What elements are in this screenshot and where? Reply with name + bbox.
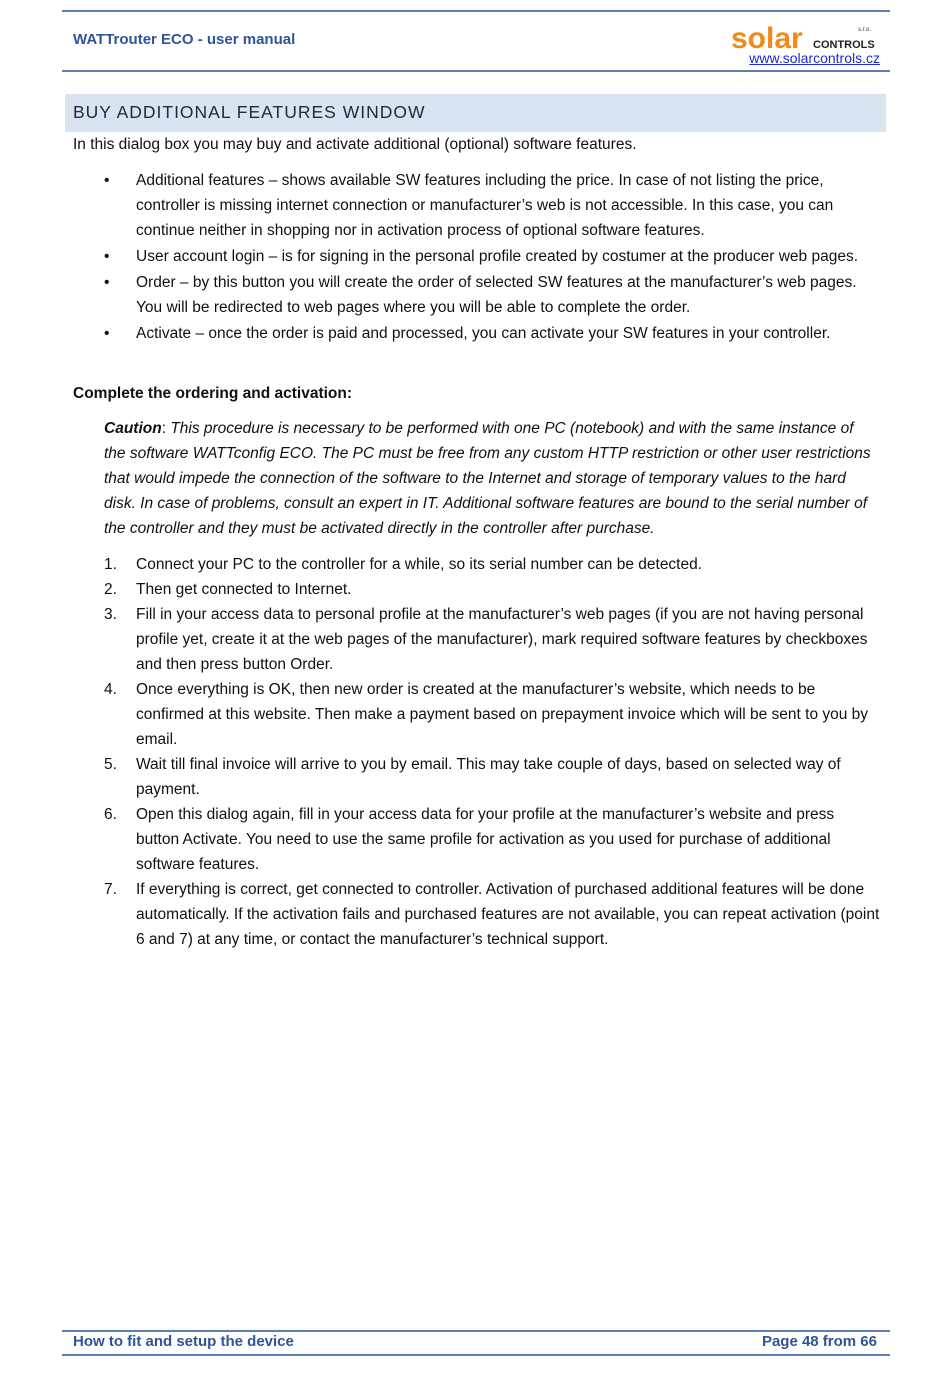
logo-controls: CONTROLS [813, 39, 875, 51]
caution-text: This procedure is necessary to be performed with one PC (notebook) and with the same instance of the software WATTconfig ECO. The PC must be free from any custom HTTP restriction or other user restrictions that would impede the connection of the software to the Internet and storage of temporary values to the hard disk. In case of problems, consult an expert in IT. Additional software features are bound to the serial number of the controller and they must be activated directly in the controller after purchase. [104, 420, 871, 537]
bullet-icon: • [104, 274, 110, 291]
list-item [100, 552, 880, 577]
step-text: Once everything is OK, then new order is created at the manufacturer’s website, which needs to be confirmed at this website. Then make a payment based on prepayment invoice which will be sent to you by email. [136, 681, 869, 748]
step-number: 4. [104, 681, 117, 698]
footer-chapter: How to fit and setup the device [73, 1333, 294, 1350]
bullet-text: Order – by this button you will create the order of selected SW features at the manufacturer’s web pages. You will be redirected to web pages where you will be able to complete the order. [136, 274, 857, 316]
step-number: 5. [104, 756, 117, 773]
step-number: 7. [104, 881, 117, 898]
caution-colon: : [161, 420, 166, 437]
bullet-icon: • [104, 248, 110, 265]
subheading: Complete the ordering and activation: [73, 385, 353, 402]
steps-list [100, 552, 880, 952]
website-link[interactable]: www.solarcontrols.cz [749, 50, 880, 66]
bullet-text: Additional features – shows available SW features including the price. In case of not listing the price, controller is missing internet connection or manufacturer’s web is not accessible. In this case, you can continue neither in shopping nor in activation process of optional software features. [136, 172, 834, 239]
intro-paragraph: In this dialog box you may buy and activate additional (optional) software features. [73, 136, 637, 153]
list-item [100, 321, 880, 346]
bullet-text: Activate – once the order is paid and processed, you can activate your SW features in your controller. [136, 325, 831, 342]
step-text: If everything is correct, get connected to controller. Activation of purchased additional features will be done automatically. If the activation fails and purchased features are not available, you can repeat activation (point 6 and 7) at any time, or contact the manufacturer’s technical support. [136, 881, 880, 948]
step-number: 1. [104, 556, 117, 573]
bullet-text: User account login – is for signing in the personal profile created by costumer at the producer web pages. [136, 248, 859, 265]
list-item [100, 877, 880, 952]
logo-sro: s.r.o. [858, 27, 872, 33]
bullet-icon: • [104, 172, 110, 189]
footer-top-rule [62, 1330, 890, 1332]
step-text: Wait till final invoice will arrive to you by email. This may take couple of days, based on selected way of payment. [136, 756, 841, 798]
list-item [100, 244, 880, 269]
document-title: WATTrouter ECO - user manual [73, 31, 296, 48]
step-number: 6. [104, 806, 117, 823]
step-text: Connect your PC to the controller for a while, so its serial number can be detected. [136, 556, 703, 573]
list-item [100, 677, 880, 752]
step-number: 3. [104, 606, 117, 623]
footer-page-number: Page 48 from 66 [761, 1333, 877, 1350]
header-top-rule [62, 10, 890, 12]
section-title: BUY ADDITIONAL FEATURES WINDOW [73, 102, 426, 122]
feature-bullet-list [100, 168, 880, 347]
step-text: Open this dialog again, fill in your access data for your profile at the manufacturer’s website and press button Activate. You need to use the same profile for activation as you used for purchase of additional software features. [136, 806, 835, 873]
list-item [100, 577, 880, 602]
list-item [100, 602, 880, 677]
list-item [100, 270, 880, 320]
caution-label: Caution [104, 420, 162, 437]
step-text: Fill in your access data to personal profile at the manufacturer’s web pages (if you are not having personal profile yet, create it at the web pages of the manufacturer), mark required software features by checkboxes and then press button Order. [136, 606, 868, 673]
list-item [100, 802, 880, 877]
list-item [100, 752, 880, 802]
solarcontrols-logo [731, 22, 883, 52]
step-number: 2. [104, 581, 117, 598]
step-text: Then get connected to Internet. [136, 581, 352, 598]
logo-wordmark: solar [731, 22, 803, 52]
caution-note [104, 416, 879, 541]
footer-bottom-rule [62, 1354, 890, 1356]
bullet-icon: • [104, 325, 110, 342]
list-item [100, 168, 880, 243]
header-bottom-rule [62, 70, 890, 72]
